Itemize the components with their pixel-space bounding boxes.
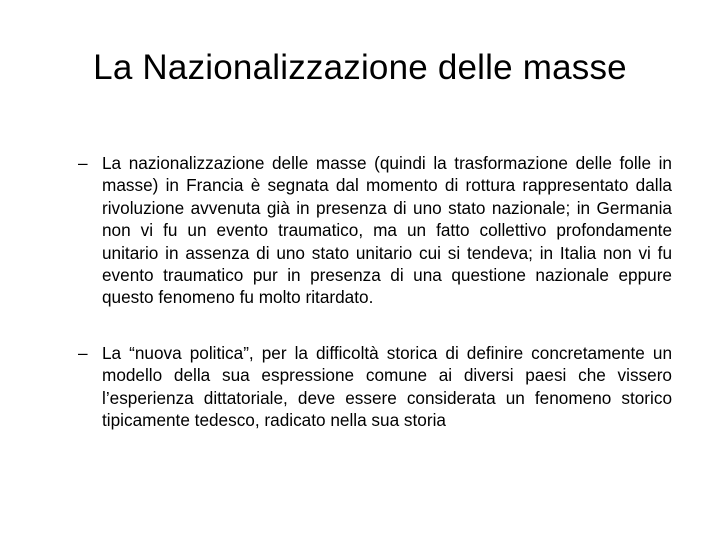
dash-bullet-icon: – — [78, 342, 88, 363]
slide-title: La Nazionalizzazione delle masse — [93, 48, 627, 87]
bullet-item-1 — [78, 152, 672, 309]
bullet-text-2: La “nuova politica”, per la difficoltà storica di definire concretamente un modello della sua espressione comune ai diversi paesi che vissero l’esperienza dittatoriale, deve essere considerata un fenomeno storico tipicamente tedesco, radicato nella sua storia — [102, 342, 672, 431]
bullet-item-2 — [78, 342, 672, 432]
bullet-list — [78, 152, 672, 431]
dash-bullet-icon: – — [78, 153, 88, 173]
bullet-text-1: La nazionalizzazione delle masse (quindi la trasformazione delle folle in masse) in Francia è segnata dal momento di rottura rappresentato dalla rivoluzione avvenuta già in presenza di uno stato nazionale; in Germania non vi fu un evento traumatico, ma un fatto collettivo profondamente unitario in assenza di uno stato unitario cui si tendeva; in Italia non vi fu evento traumatico pur in presenza di una questione nazionale eppure questo fenomeno fu molto ritardato. — [102, 153, 672, 308]
